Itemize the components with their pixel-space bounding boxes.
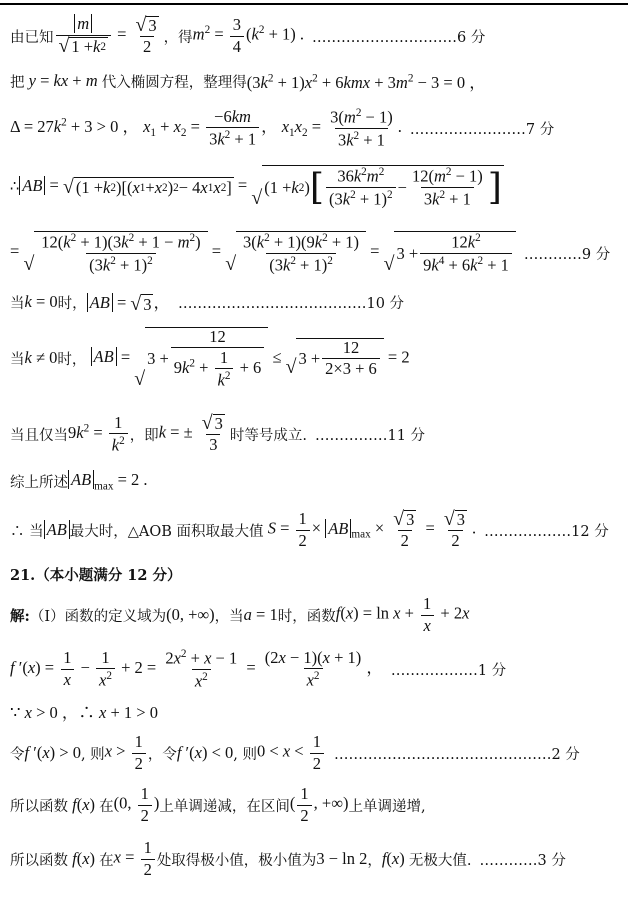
formula: (0, +∞): [166, 605, 215, 624]
line-2: [10, 68, 624, 94]
score-marker: …………………………………10 分: [177, 295, 405, 312]
formula: $m^2$ = $\frac{3}{4}$ $(k^2 + 1)$ .: [192, 15, 304, 56]
score-marker: ……………11 分: [314, 427, 426, 444]
formula: ∵ x > 0 ，∴ x + 1 > 0: [10, 703, 158, 722]
formula: f ′(x) > 0: [24, 743, 81, 762]
score-marker: …………………………6 分: [312, 29, 486, 46]
text: 令: [10, 746, 25, 763]
line-14: [10, 646, 624, 692]
text: ∴: [10, 179, 20, 195]
text: 解:: [10, 607, 30, 625]
line-7: [10, 289, 624, 315]
formula: 3 − ln 2: [316, 849, 368, 868]
formula: f(x): [381, 849, 409, 868]
score-marker: ………………12 分: [484, 523, 609, 540]
formula: = √ $\frac{12(k^2 + 1)(3k^2 + 1 - m^2)}{(3k^2 + 1)^2}$ = √ $\frac{3(k^2 + 1)(9k^2 + 1)}{(3k^2 + 1)^2}$ = √ 3 + $\frac{12k^2}{9k^4 + 6k^2 + 1}$: [10, 231, 516, 274]
text: 时，函数: [277, 608, 336, 625]
text: 当: [10, 295, 25, 312]
score-marker: ………………………………………2 分: [333, 746, 580, 763]
text: 上单调递增,: [348, 798, 426, 815]
formula: k = 0: [24, 292, 58, 311]
text: 在: [99, 852, 114, 869]
formula: f ′(x) < 0: [176, 743, 234, 762]
text: 时，: [57, 351, 87, 368]
line-13: [10, 592, 624, 638]
formula: f ′(x) = $\frac{1}{x}$ − $\frac{1}{x^2}$ + 2 = $\frac{2x^2 + x - 1}{x^2}$ = $\frac{(2x - 1)(x + 1)}{x^2}$ ，: [10, 647, 383, 690]
text: 代入椭圆方程，整理得: [101, 74, 247, 91]
score-marker: …………3 分: [479, 852, 566, 869]
formula: $9k^2$ = $\frac{1}{k^2}$: [68, 414, 130, 455]
line-8: [10, 328, 624, 388]
line-17: [10, 782, 624, 828]
text: （Ⅰ）函数的定义域为: [29, 608, 167, 625]
formula: (0, $\frac{1}{2}$ ): [113, 784, 160, 825]
line-3: [10, 106, 624, 150]
text: , 则: [233, 746, 258, 763]
line-4: [10, 160, 624, 214]
text: 综上所述: [10, 474, 68, 491]
line-11: [10, 506, 624, 554]
formula: ( $\frac{1}{2}$ , +∞): [289, 784, 349, 825]
text: 上单调递减，在区间: [159, 798, 290, 815]
line-1: [10, 14, 624, 58]
text: 所以函数: [10, 798, 68, 815]
score-marker: …………9 分: [523, 246, 611, 263]
line-15: [10, 699, 624, 723]
text: 处取得极小值，极小值为: [156, 852, 317, 869]
line-9: [10, 410, 624, 458]
text: 把: [10, 74, 25, 91]
line-18: [10, 836, 624, 882]
text: 由已知: [10, 29, 54, 46]
score-marker: ………………1 分: [390, 662, 507, 679]
formula: k = ± √ 3 3: [158, 411, 223, 455]
line-16: [10, 730, 624, 776]
text: ，当: [214, 608, 244, 625]
text: , 则: [80, 746, 105, 763]
formula: y = kx + m: [28, 71, 98, 90]
formula: AB = √ (1 + k 2 )[( x 1 + x 2 ) 2 − 4 x 1 x 2 ] = √ (1 + k 2 ) [ $\frac{36k^2m^2}{(3k^2 + 1)^2}$ − $\frac{12(m^2 - 1)}{3k^2 + 1}$ ]: [19, 165, 504, 208]
text: ，: [367, 852, 382, 869]
score-marker: ……………………7 分: [409, 121, 555, 138]
formula: x > $\frac{1}{2}$: [105, 733, 148, 772]
formula: f(x) = ln x + $\frac{1}{x}$ + 2x: [335, 594, 470, 635]
top-rule: [0, 3, 628, 5]
text: 时等号成立.: [229, 427, 307, 444]
line-5: [10, 226, 624, 280]
text: 在: [99, 798, 114, 815]
formula: a = 1: [243, 605, 278, 624]
text: ，即: [129, 427, 159, 444]
formula: AB $_{max}$ = 2 .: [68, 470, 148, 492]
formula: AB = √ 3 ，: [87, 289, 170, 315]
formula: $\Delta = 27k^2 + 3 > 0$ ， $x_1 + x_2$ = $\frac{-6km}{3k^2 + 1}$ ， $x_1x_2$ = $\frac{3(m^2 - 1)}{3k^2 + 1}$ .: [10, 106, 402, 149]
text: 当且仅当: [10, 427, 68, 444]
question-21-title: [10, 562, 624, 586]
text: 最大时，△AOB 面积取最大值: [69, 523, 264, 540]
formula: m √ 1 + k 2 = √ 3 2: [54, 15, 164, 56]
text: ∴ 当: [10, 523, 44, 540]
text: 时，: [57, 295, 87, 312]
text: ，得: [163, 29, 193, 46]
formula: 0 < x < $\frac{1}{2}$: [257, 733, 326, 772]
formula: AB = √ 3 + 12 $9k^2$ + $\frac{1}{k^2}$ + 6 ≤ √ 3 + $\frac{12}{2\times 3 + 6}$ = 2: [86, 327, 409, 390]
formula: f(x): [72, 795, 100, 814]
formula: f(x): [72, 849, 100, 868]
formula: AB: [44, 520, 70, 540]
line-10: [10, 468, 624, 494]
formula: k ≠ 0: [24, 348, 58, 367]
formula: S = $\frac{1}{2}$ × AB $_{max}$ × √ 3 2 = √ 3 2 .: [267, 507, 477, 551]
formula: $(3k^2 + 1)x^2 + 6kmx + 3m^2 - 3 = 0$ ，: [246, 72, 486, 92]
text: 当: [10, 351, 25, 368]
text: ，令: [147, 746, 177, 763]
text: 无极大值.: [408, 852, 472, 869]
text: 所以函数: [10, 852, 68, 869]
text: 21.（本小题满分 12 分）: [10, 566, 182, 584]
formula: x = $\frac{1}{2}$: [114, 839, 157, 878]
